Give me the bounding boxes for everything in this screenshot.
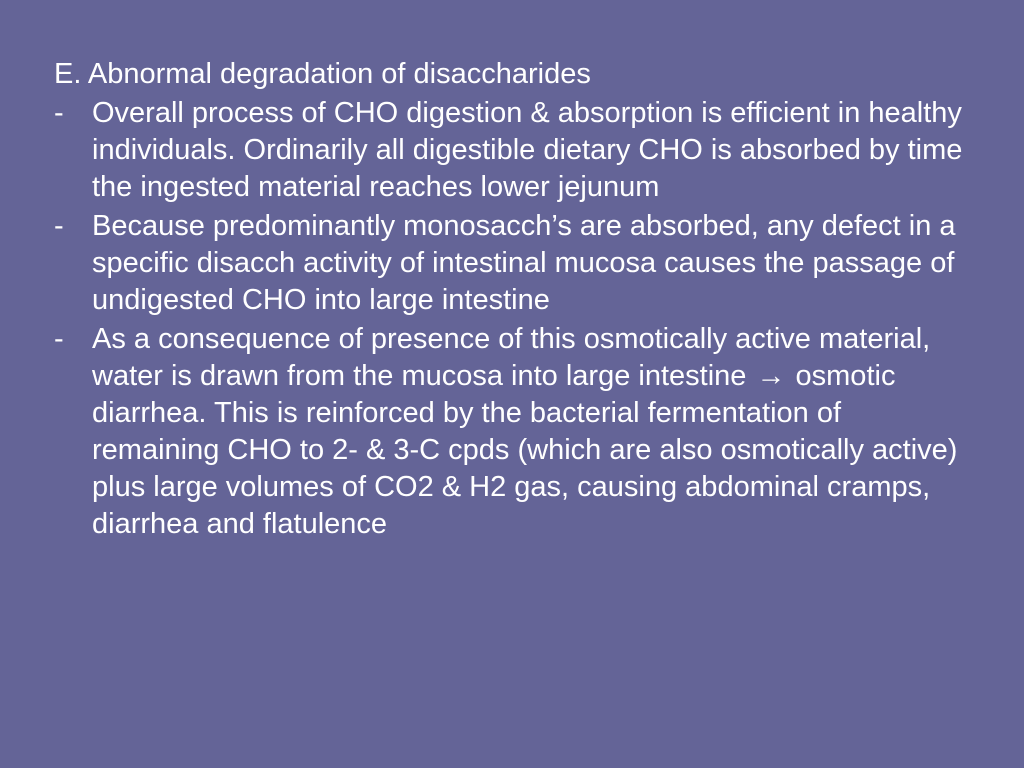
right-arrow-icon: →: [756, 360, 786, 392]
slide-content: [54, 56, 974, 545]
bullet-item-3: [54, 321, 974, 543]
bullet-marker: -: [54, 97, 64, 129]
bullet-marker: -: [54, 323, 64, 355]
bullet-item-1: [54, 95, 974, 206]
bullet-text-1: Overall process of CHO digestion & absorption is efficient in healthy individuals. Ordinarily all digestible dietary CHO is absorbed by time the ingested material reaches lower jejunum: [92, 97, 963, 203]
bullet-text-2: Because predominantly monosacch’s are absorbed, any defect in a specific disacch activity of intestinal mucosa causes the passage of undigested CHO into large intestine: [92, 210, 956, 316]
bullet-item-2: [54, 208, 974, 319]
bullet-list: [54, 95, 974, 543]
slide-heading: E. Abnormal degradation of disaccharides: [54, 58, 591, 90]
bullet-text-3-part-1: As a consequence of presence of this osmotically active material, water is drawn from the mucosa into large intestine: [92, 323, 931, 392]
bullet-marker: -: [54, 210, 64, 242]
bullet-text-3-part-2: osmotic diarrhea. This is reinforced by the bacterial fermentation of remaining CHO to 2- & 3-C cpds (which are also osmotically active) plus large volumes of CO2 & H2 gas, causing abdominal cramps, diarrhea and flatulence: [92, 360, 958, 540]
bullet-text-3: [92, 321, 974, 543]
